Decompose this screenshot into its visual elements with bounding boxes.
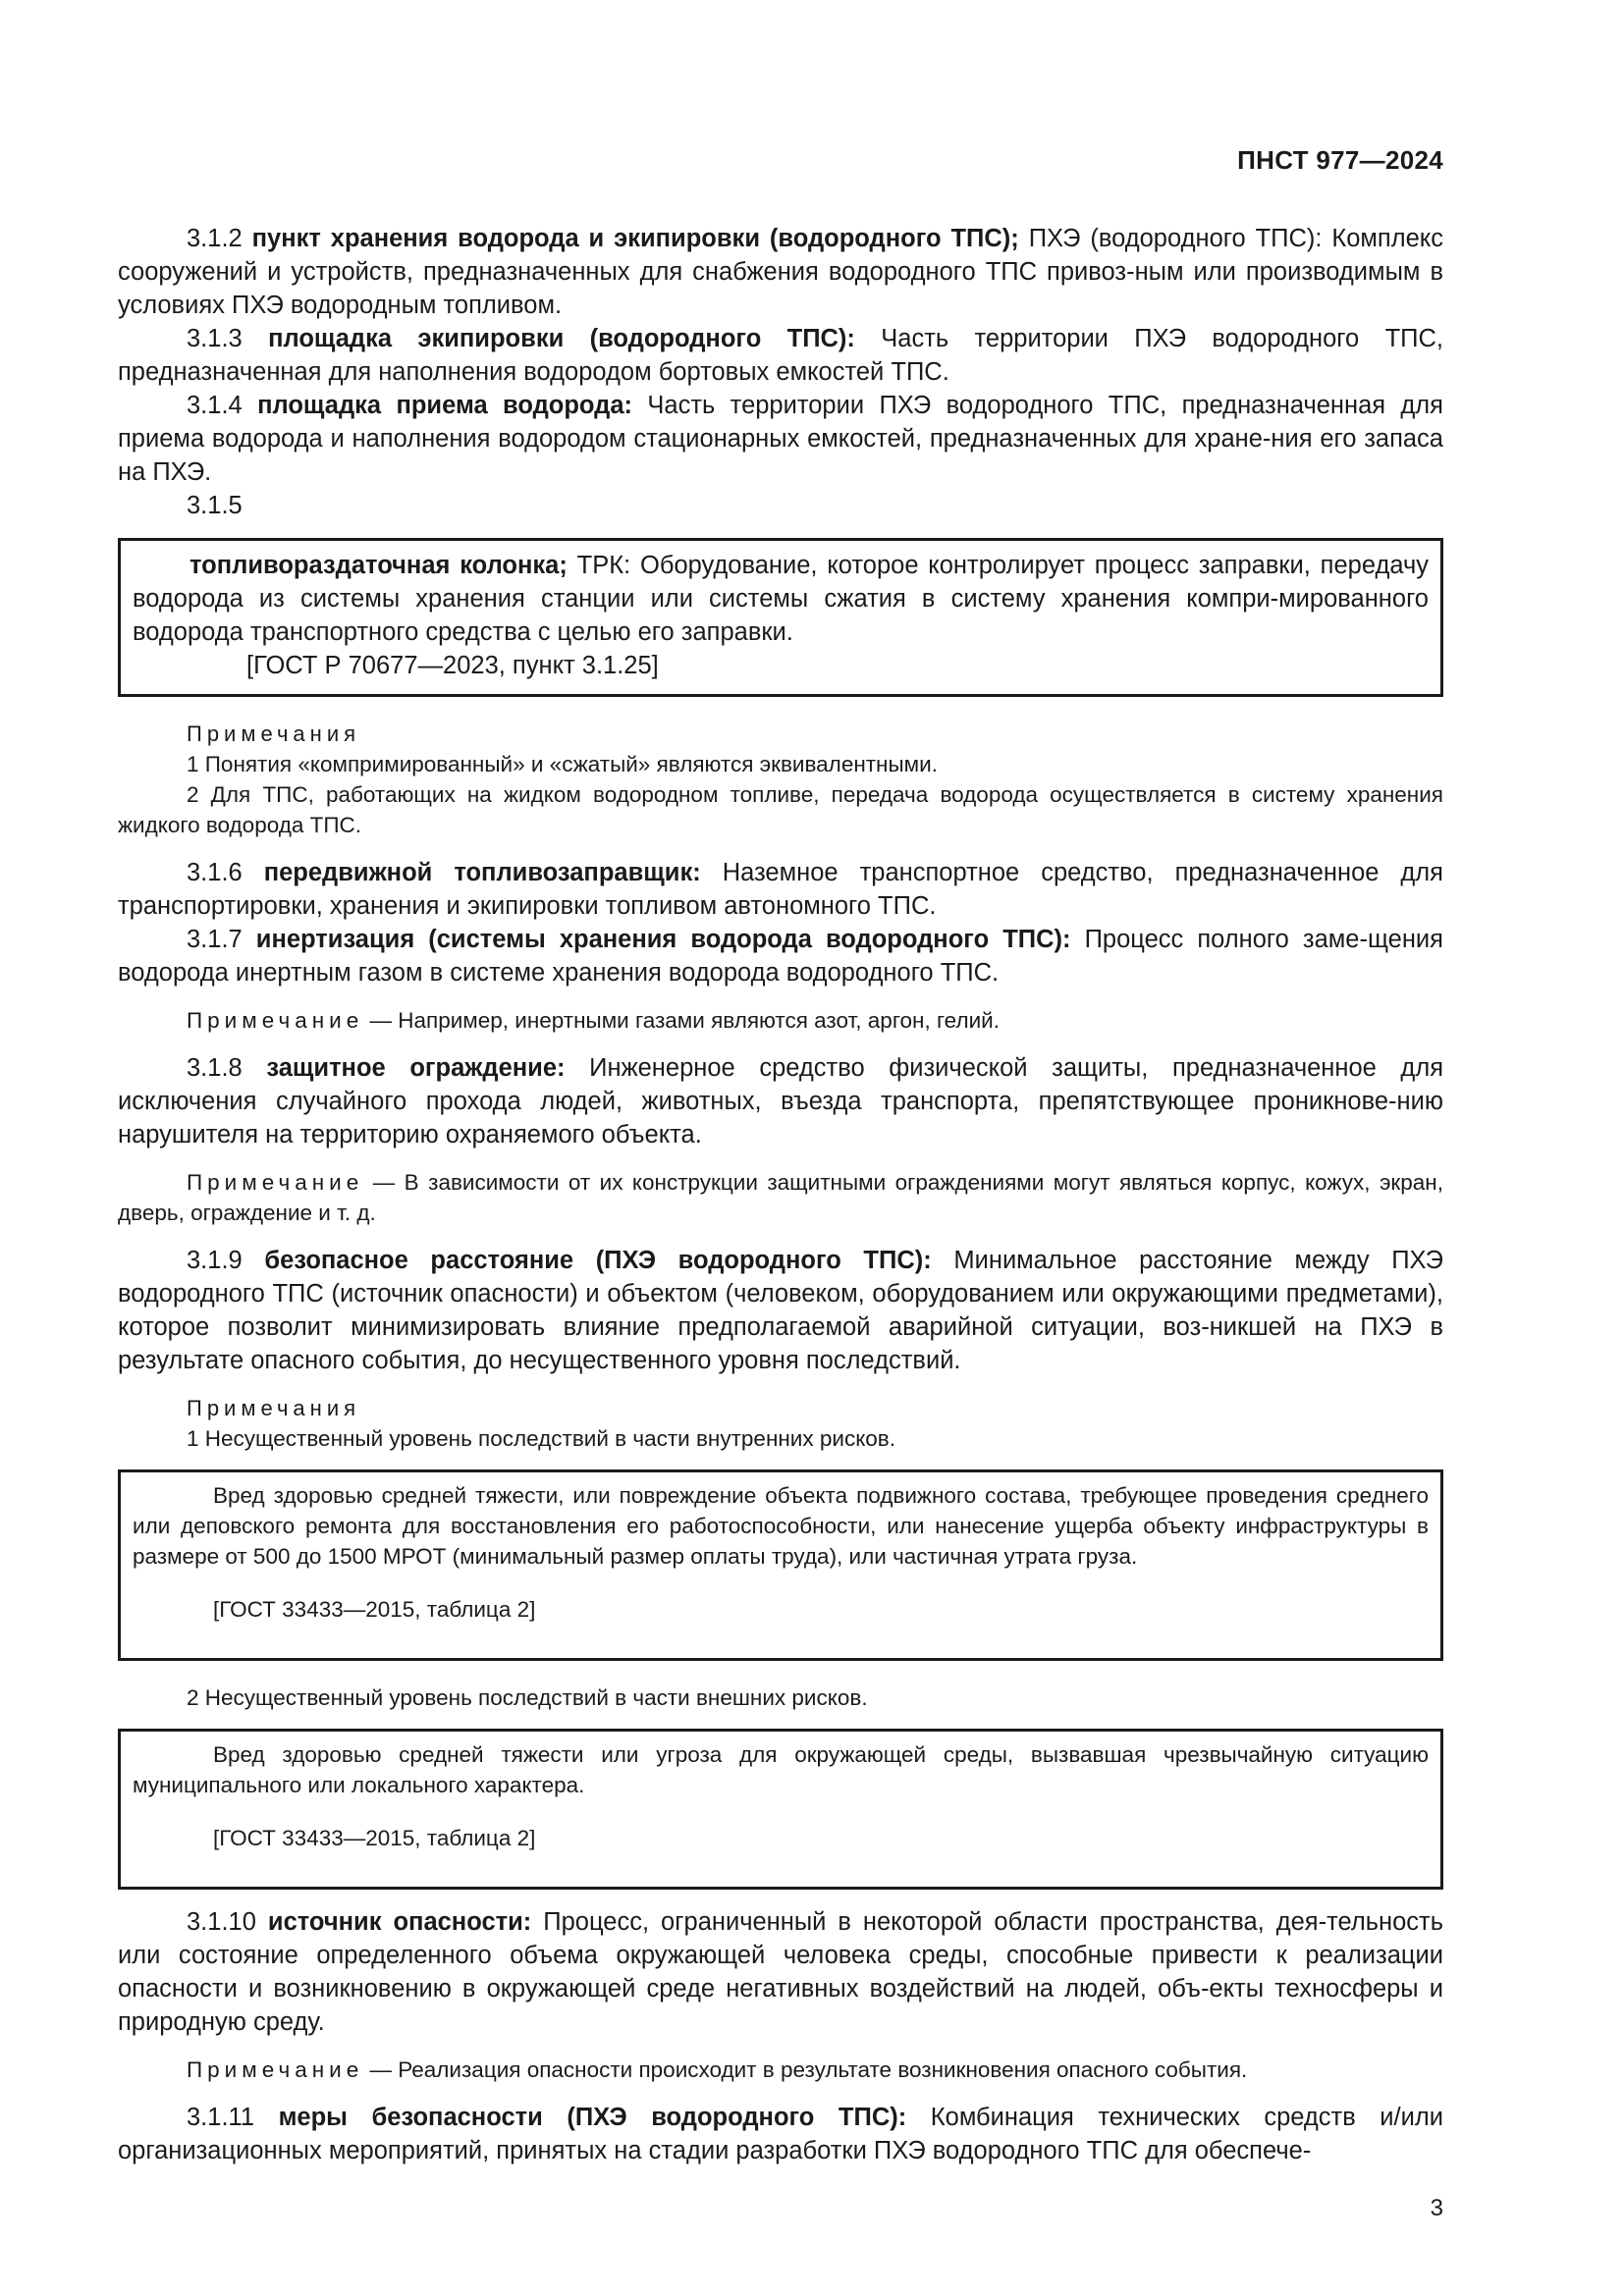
note-label: Примечание (187, 2057, 364, 2082)
document-id-header: ПНСТ 977—2024 (1237, 145, 1443, 175)
clause-3-1-3 (118, 322, 1443, 389)
clause-3-1-10 (118, 1905, 1443, 2039)
note-paragraph (118, 2055, 1443, 2085)
clause-term: меры безопасности (ПХЭ водородного ТПС): (278, 2104, 907, 2131)
clause-number: 3.1.9 (187, 1247, 243, 1274)
quoted-note-box (118, 1729, 1443, 1890)
quoted-note-text: Вред здоровью средней тяжести, или повреждение объекта подвижного состава, требующее проведения среднего или деповского ремонта для восстановления его работоспособности, или нанесение ущерба объекту инфраструктуры в размере от 500 до 1500 МРОТ (минимальный размер оплаты труда), или частичная утрата груза. (133, 1483, 1429, 1569)
page-number: 3 (1430, 2195, 1443, 2221)
clause-term: площадка экипировки (водородного ТПС): (268, 325, 855, 352)
clause-definition: Минимальное расстояние между ПХЭ водородного ТПС (источник опасности) и объектом (человеком, оборудованием или окружающими предметами), которое позволит минимизировать влияние предполагаемой аварийной ситуации, воз-никшей на ПХЭ в результате опасного события, до несущественного уровня последствий. (118, 1247, 1444, 1374)
note-paragraph (118, 1005, 1443, 1036)
clause-definition: Процесс полного заме-щения водорода инертным газом в системе хранения водорода водородного ТПС. (118, 926, 1443, 987)
clause-term: площадка приема водорода: (257, 392, 633, 419)
clause-definition: Часть территории ПХЭ водородного ТПС, предназначенная для приема водорода и наполнения водородом стационарных емкостей, предназначенных для хране-ния его запаса на ПХЭ. (118, 392, 1443, 486)
quoted-note-text: Вред здоровью средней тяжести или угроза для окружающей среды, вызвавшая чрезвычайную ситуацию муниципального или локального характера. (133, 1742, 1429, 1797)
note-label: Примечание (187, 1170, 364, 1195)
clause-term: источник опасности: (267, 1908, 532, 1936)
quoted-definition-box (118, 538, 1443, 697)
clause-3-1-8 (118, 1051, 1443, 1151)
note-item: 1 Несущественный уровень последствий в части внутренних рисков. (187, 1426, 896, 1451)
clause-3-1-9 (118, 1244, 1443, 1377)
note-label: Примечание (187, 1008, 364, 1033)
clause-number: 3.1.8 (187, 1054, 243, 1082)
clause-definition: Наземное транспортное средство, предназначенное для транспортировки, хранения и экипировки топливом автономного ТПС. (118, 859, 1443, 920)
notes-heading: Примечания (187, 1396, 361, 1420)
clause-number: 3.1.3 (187, 325, 243, 352)
clause-number: 3.1.6 (187, 859, 243, 886)
clause-term: передвижной топливозаправщик: (263, 859, 701, 886)
clause-3-1-11 (118, 2101, 1443, 2167)
clause-term: пункт хранения водорода и экипировки (водородного ТПС); (251, 225, 1019, 252)
clause-number: 3.1.11 (187, 2104, 255, 2131)
note-item: 2 Для ТПС, работающих на жидком водородном топливе, передача водорода осуществляется в систему хранения жидкого водорода ТПС. (118, 782, 1443, 837)
clause-definition: Часть территории ПХЭ водородного ТПС, предназначенная для наполнения водородом бортовых емкостей ТПС. (118, 325, 1443, 386)
note-text: — В зависимости от их конструкции защитными ограждениями могут являться корпус, кожух, экран, дверь, ограждение и т. д. (118, 1170, 1443, 1225)
clause-number: 3.1.4 (187, 392, 243, 419)
source-reference: [ГОСТ 33433—2015, таблица 2] (213, 1825, 536, 1850)
clause-definition: Инженерное средство физической защиты, предназначенное для исключения случайного прохода людей, животных, въезда транспорта, препятствующее проникнове-нию нарушителя на территорию охраняемого объекта. (118, 1054, 1444, 1148)
clause-definition: Процесс, ограниченный в некоторой области пространства, дея-тельность или состояние определенного объема окружающей человека среды, способные привести к реализации опасности и возникновению в окружающей среде негативных воздействий на людей, объ-екты техносферы и природную среду. (118, 1908, 1443, 2036)
clause-definition: ТРК: Оборудование, которое контролирует процесс заправки, передачу водорода из системы хранения станции или системы сжатия в систему хранения компри-мированного водорода транспортного средства с целью его заправки. (133, 552, 1429, 646)
note-paragraph (118, 1167, 1443, 1228)
clause-3-1-4 (118, 389, 1443, 489)
clause-term: инертизация (системы хранения водорода водородного ТПС): (255, 926, 1071, 953)
clause-3-1-5-number: 3.1.5 (187, 492, 243, 519)
note-text: — Например, инертными газами являются азот, аргон, гелий. (369, 1008, 1000, 1033)
note-item: 1 Понятия «компримированный» и «сжатый» являются эквивалентными. (187, 752, 938, 776)
source-reference: [ГОСТ Р 70677—2023, пункт 3.1.25] (246, 652, 659, 679)
clause-term: защитное ограждение: (266, 1054, 566, 1082)
note-text: — Реализация опасности происходит в результате возникновения опасного события. (369, 2057, 1248, 2082)
note-item: 2 Несущественный уровень последствий в части внешних рисков. (187, 1685, 868, 1710)
clause-3-1-6 (118, 856, 1443, 923)
clause-3-1-2 (118, 222, 1443, 322)
clause-number: 3.1.2 (187, 225, 243, 252)
quoted-note-box (118, 1469, 1443, 1661)
clause-term: безопасное расстояние (ПХЭ водородного ТПС): (264, 1247, 932, 1274)
clause-3-1-5-definition (133, 549, 1429, 649)
notes-heading: Примечания (187, 721, 361, 746)
clause-definition: Комбинация технических средств и/или организационных мероприятий, принятых на стадии разработки ПХЭ водородного ТПС для обеспече- (118, 2104, 1444, 2164)
clause-number: 3.1.10 (187, 1908, 256, 1936)
source-reference: [ГОСТ 33433—2015, таблица 2] (213, 1596, 536, 1622)
clause-definition: ПХЭ (водородного ТПС): Комплекс сооружений и устройств, предназначенных для снабжения водородного ТПС привоз-ным или производимым в условиях ПХЭ водородным топливом. (118, 225, 1443, 319)
page-content (118, 222, 1443, 2167)
clause-term: топливораздаточная колонка; (189, 552, 568, 579)
clause-3-1-7 (118, 923, 1443, 989)
clause-number: 3.1.7 (187, 926, 243, 953)
